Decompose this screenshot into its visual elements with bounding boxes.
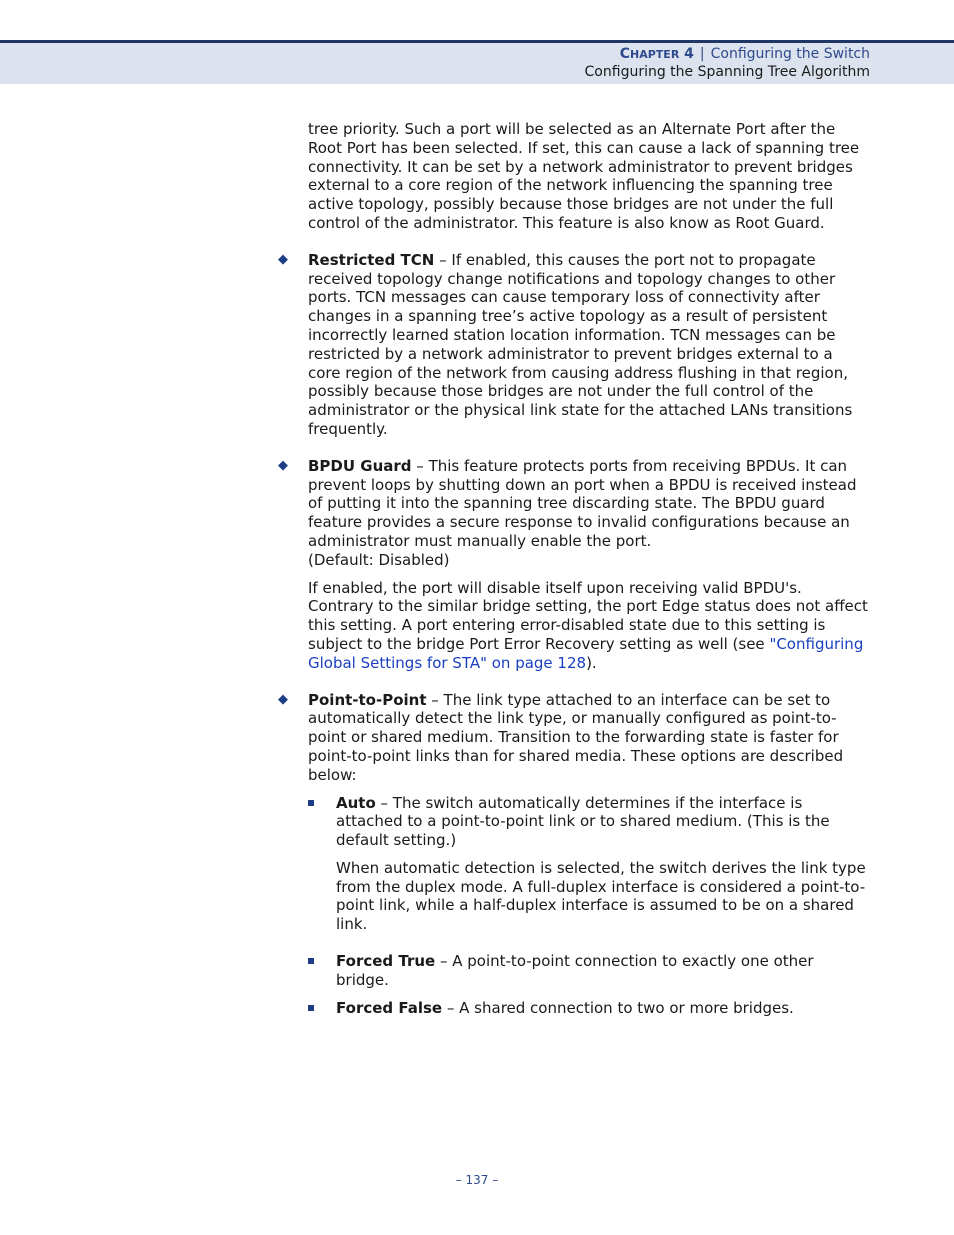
square-bullet-icon [308,800,314,806]
diamond-bullet-icon: ◆ [278,457,288,473]
auto-detail: When automatic detection is selected, the switch derives the link type from the duplex mode. A full-duplex interface is considered a point-to-point link, while a half-duplex interface is assumed to be on a shared link. [336,858,866,934]
term-forced-true: Forced True [336,952,436,971]
diamond-bullet-icon: ◆ [278,251,288,267]
term-bpdu-guard: BPDU Guard [308,456,412,475]
link-configuring-global-settings[interactable]: "Configuring Global Settings for STA" on page 128 [308,634,864,672]
term-auto: Auto [336,793,376,812]
square-bullet-icon [308,1005,314,1011]
sub-item-auto: Auto – The switch automatically determines if the interface is attached to a point-to-point link or to shared medium. (This is the default setting.) When automatic detection is selected, the switch derives the link type from the duplex mode. A full-duplex interface is considered a point-to-point link, while a half-duplex interface is assumed to be on a shared link. [336,794,868,935]
page-number: – 137 – [455,1173,499,1187]
term-point-to-point: Point-to-Point [308,690,427,709]
list-item-restricted-tcn: ◆ Restricted TCN – If enabled, this causes the port not to propagate received topology change notifications and topology changes to other ports. TCN messages can cause temporary loss of connectivity after changes in a spanning tree’s active topology as a result of persistent incorrectly learned station location information. TCN messages can be restricted by a network administrator to prevent bridges external to a core region of the network from causing address flushing in that region, possibly because those bridges are not under the full control of the administrator or the physical link state for the attached LANs transitions frequently. [278,250,853,438]
page-header [0,40,954,84]
page-body [278,120,868,1035]
square-bullet-icon [308,958,314,964]
section-title: Configuring the Spanning Tree Algorithm [584,64,870,80]
bpdu-guard-detail: If enabled, the port will disable itself upon receiving valid BPDU's. Contrary to the similar bridge setting, the port Edge status does not affect this setting. A port entering error-disabled state due to this setting is subject to the bridge Port Error Recovery setting as well (see "Configuring Global Settings for STA" on page 128). [308,578,868,672]
diamond-bullet-icon: ◆ [278,691,288,707]
sub-item-forced-false: Forced False – A shared connection to two or more bridges. [336,999,868,1018]
list-item-bpdu-guard: ◆ BPDU Guard – This feature protects ports from receiving BPDUs. It can prevent loops by shutting down an port when a BPDU is received instead of putting it into the spanning tree discarding state. The BPDU guard feature provides a secure response to invalid configurations because an administrator must manually enable the port. (Default: Disabled) If enabled, the port will disable itself upon receiving valid BPDU's. Contrary to the similar bridge setting, the port Edge status does not affect this setting. A port entering error-disabled state due to this setting is subject to the bridge Port Error Recovery setting as well (see "Configuring Global Settings for STA" on page 128). [278,456,868,672]
term-forced-false: Forced False [336,998,443,1017]
sub-item-forced-true: Forced True – A point-to-point connection to exactly one other bridge. [336,952,868,990]
term-restricted-tcn: Restricted TCN [308,250,435,269]
chapter-heading [620,46,870,62]
header-separator: | [699,46,705,62]
chapter-label: CHAPTER 4 [619,46,694,62]
chapter-title: Configuring the Switch [710,46,870,62]
default-note: (Default: Disabled) [308,550,450,569]
list-item-point-to-point: ◆ Point-to-Point – The link type attached to an interface can be set to automatically detect the link type, or manually configured as point-to-point or shared medium. Transition to the forwarding state is faster for point-to-point links than for shared media. These options are described below: Auto – The switch automatically determines if the interface is attached to a point-to-point link or to shared medium. (This is the default setting.) When automatic detection is selected, the switch derives the link type from the duplex mode. A full-duplex interface is considered a point-to-point link, while a half-duplex interface is assumed to be on a shared link. Forced True – A point-to-point connection to exactly one other bridge. Forced False – A shared connection to two or more bridges. [308,691,868,1018]
intro-paragraph: tree priority. Such a port will be selected as an Alternate Port after the Root Port has been selected. If set, this can cause a lack of spanning tree connectivity. It can be set by a network administrator to prevent bridges external to a core region of the network influencing the spanning tree active topology, possibly because those bridges are not under the full control of the administrator. This feature is also know as Root Guard. [308,120,860,232]
